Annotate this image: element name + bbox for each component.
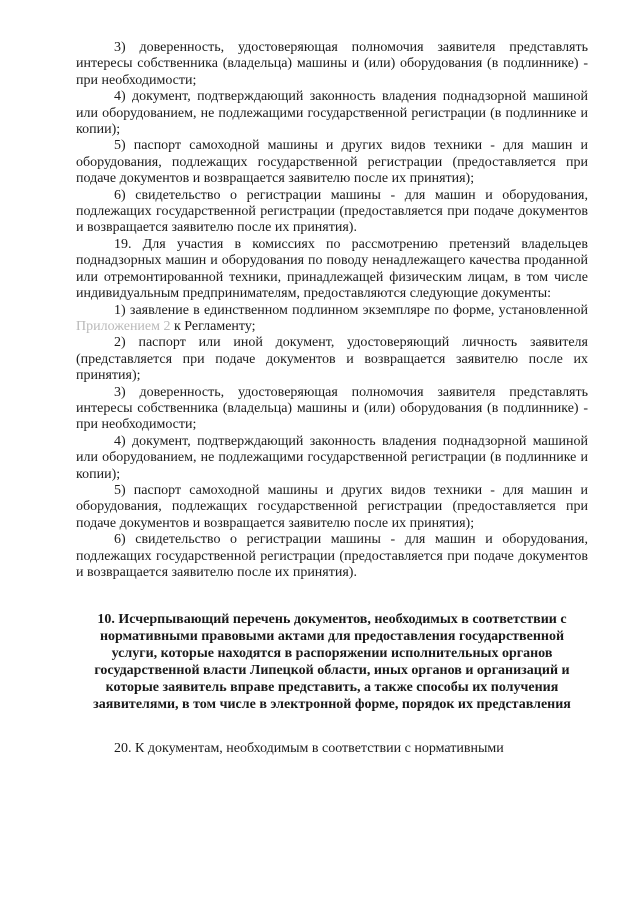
item-1-text-after: к Регламенту; xyxy=(170,318,256,334)
spacer xyxy=(76,713,588,741)
paragraph-19: 19. Для участия в комиссиях по рассмотрению претензий владельцев поднадзорных машин и оборудования по поводу ненадлежащего качества проданной или отремонтированной техники, принадлежащей физическим лицам, в том числе индивидуальным предпринимателям, предоставляются следующие документы: xyxy=(76,236,588,302)
paragraph-a-4: 4) документ, подтверждающий законность владения поднадзорной машиной или оборудованием, не подлежащими государственной регистрации (в подлиннике и копии); xyxy=(76,89,588,138)
spacer xyxy=(76,581,588,611)
item-1-text-before: 1) заявление в единственном подлинном экземпляре по форме, установленной xyxy=(114,302,588,318)
paragraph-20: 20. К документам, необходимым в соответствии с нормативными xyxy=(114,741,504,757)
paragraph-b-3: 3) доверенность, удостоверяющая полномочия заявителя представлять интересы собственника (владельца) машины и (или) оборудования (в подлиннике) - при необходимости; xyxy=(76,384,588,433)
paragraph-b-6: 6) свидетельство о регистрации машины - для машин и оборудования, подлежащих государственной регистрации (предоставляется при подаче документов и возвращается заявителю после их принятия). xyxy=(76,532,588,580)
section-10-heading: 10. Исчерпывающий перечень документов, необходимых в соответствии с нормативными правовыми актами для предоставления государственной услуги, которые находятся в распоряжении исполнительных органов государственной власти Липецкой области, иных органов и организаций и которые заявитель вправе представить, а также способы их получения заявителями, в том числе в электронной форме, порядок их представления xyxy=(93,612,571,713)
paragraph-b-5: 5) паспорт самоходной машины и других видов техники - для машин и оборудования, подлежащих государственной регистрации (предоставляется при подаче документов и возвращается заявителю после их принятия); xyxy=(76,482,588,531)
document-page xyxy=(76,40,588,758)
paragraph-b-4: 4) документ, подтверждающий законность владения поднадзорной машиной или оборудованием, не подлежащими государственной регистрации (в подлиннике и копии); xyxy=(76,433,588,482)
paragraph-a-5: 5) паспорт самоходной машины и других видов техники - для машин и оборудования, подлежащих государственной регистрации (предоставляется при подаче документов и возвращается заявителю после их принятия); xyxy=(76,138,588,187)
paragraph-b-2: 2) паспорт или иной документ, удостоверяющий личность заявителя (представляется при подаче документов и возвращается заявителю после их принятия); xyxy=(76,335,588,384)
appendix-2-link[interactable]: Приложением 2 xyxy=(76,318,171,334)
paragraph-b-1 xyxy=(76,303,588,336)
paragraph-a-6: 6) свидетельство о регистрации машины - для машин и оборудования, подлежащих государственной регистрации (предоставляется при подаче документов и возвращается заявителю после их принятия). xyxy=(76,187,588,236)
paragraph-a-3: 3) доверенность, удостоверяющая полномочия заявителя представлять интересы собственника (владельца) машины и (или) оборудования (в подлиннике) - при необходимости; xyxy=(76,40,588,88)
